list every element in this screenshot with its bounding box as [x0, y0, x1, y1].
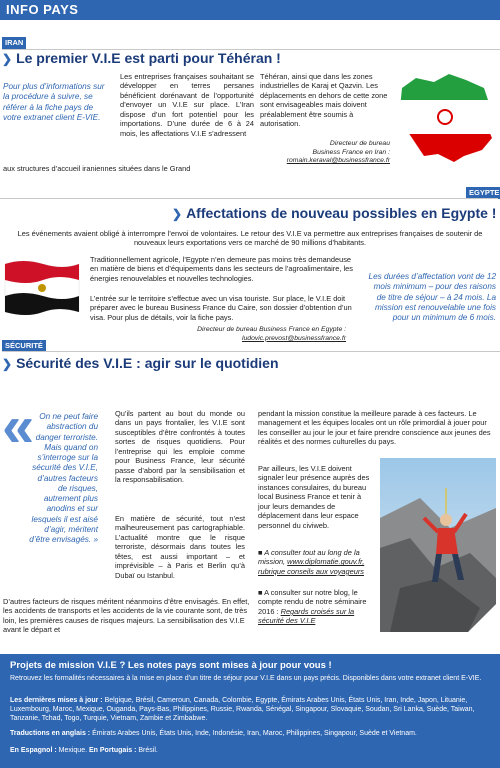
divider [2, 351, 500, 352]
egypt-sidebar: Les durées d’affectation vont de 12 mois minimum – pour des raisons de titre de séjour – à 24 mois. La mission est renouvelable une fois pour un minimum de 6 mois. [368, 272, 496, 322]
footer-updates: Les dernières mises à jour : Belgique, Brésil, Cameroun, Canada, Colombie, Egypte, Émirats Arabes Unis, États Unis, Iran, Inde, Japon, Lituanie, Luxembourg, Maroc, Mexique, Ouganda, Pays-Bas, Philippines, Russie, Rwanda, Sénégal, Singapour, Slovaquie, Soudan, Sri Lanka, Suède, Taiwan, Tanzanie, Tchad, Togo, Turquie, Vietnam, Zambie et Zimbabwe. [10, 697, 475, 723]
iran-sidebar: Pour plus d’informations sur la procédure à suivre, se référer à la fiche pays de votre extranet client E-VIE. [3, 82, 105, 122]
quote-mark-icon: « [2, 394, 35, 459]
iran-col2: Téhéran, ainsi que dans les zones industrielles de Karaj et Qazvin. Les déplacements en dehors de cette zone sont envisageables mais doivent préalablement être soumis à autorisation. [260, 72, 388, 129]
iran-col1: Les entreprises françaises souhaitant se développer en terres persanes bénéficient dorénavant de l’opportunité d’envoyer un V.I.E sur place. L’Iran dispose d’un fort potentiel pour les importations. D’une durée de 6 à 24 mois, les affectations V.I.E s’adressent [120, 72, 254, 138]
footer-english: Traductions en anglais : Émirats Arabes Unis, États Unis, Inde, Indonésie, Iran, Maroc, Philippines, Singapour, Suède et Vietnam. [10, 730, 417, 737]
footer-box [0, 654, 500, 768]
iran-tag: IRAN [2, 37, 26, 49]
egypt-p1: Traditionnellement agricole, l’Egypte n’en demeure pas moins très demandeuse en matière de biens et d’équipements dans les secteurs de l’agroalimentaire, les énergies renouvelables et nouvelles technologies. [90, 255, 353, 283]
security-title: ❯ Sécurité des V.I.E : agir sur le quotidien [2, 355, 279, 371]
iran-title: ❯ Le premier V.I.E est parti pour Téhéran ! [2, 50, 281, 66]
iran-email-link[interactable]: romain.keraval@businessfrance.fr [286, 157, 390, 165]
climber-photo [380, 458, 496, 632]
divider [0, 198, 498, 199]
egypt-intro: Les événements avaient obligé à interrompre l’envoi de volontaires. Le retour des V.I.E va permettre aux entreprises françaises de soutenir de nouveaux leurs exportations vers ce marché de 90 millions d’habitants. [17, 229, 483, 248]
security-tag: SÉCURITÉ [2, 340, 46, 352]
iran-map-flag-icon [394, 66, 496, 168]
security-bullet-2: ■ A consulter sur notre blog, le compte rendu de notre séminaire 2016 : Regards croisés sur la sécurité des V.I.E [258, 588, 367, 626]
arrow-icon: ❯ [2, 357, 13, 371]
iran-signature: Directeur de bureau Business France en Iran : romain.keraval@businessfrance.fr [262, 140, 390, 166]
egypt-email-link[interactable]: ludovic.prevost@businessfrance.fr [242, 334, 346, 342]
security-col1: Qu’ils partent au bout du monde ou dans un pays frontalier, les V.I.E sont susceptibles d’être confrontés à toutes sortes de risques quotidiens. Pour l’entreprise qui les emploie comme pour Business France, leur sécurité passe d’abord par la sensibilisation et la responsabilisation. [115, 409, 245, 485]
arrow-icon: ❯ [2, 52, 13, 66]
page-header-title: INFO PAYS [6, 2, 79, 17]
egypt-p2: L’entrée sur le territoire s’effectue avec un visa touriste. Sur place, le V.I.E doit préparer avec le bureau Business France du Caire, son dossier d’obtention d’un visa. Pour plus de détails, voir la fiche pays. [90, 294, 352, 322]
security-col2b: Par ailleurs, les V.I.E doivent signaler leur présence auprès des instances consulaires, du bureau local Business France et tenir à jour leurs demandes de déplacement dans leur espace personnel du civiweb. [258, 464, 370, 530]
security-col2: pendant la mission constitue la meilleure parade à ces facteurs. Le management et les équipes locales ont un rôle primordial à jouer pour les conseiller au jour le jour et faire prendre conscience aux jeunes des réalités et des normes culturelles du pays. [258, 409, 491, 447]
egypt-flag-icon [3, 256, 81, 316]
footer-other-languages: En Espagnol : Mexique. En Portugais : Brésil. [10, 747, 158, 754]
iran-col1-cont: aux structures d’accueil iraniennes situées dans le Grand [3, 164, 191, 173]
egypt-title: ❯ Affectations de nouveau possibles en Egypte ! [172, 205, 497, 221]
arrow-icon: ❯ [172, 207, 183, 221]
security-bullet-1: ■ A consulter tout au long de la mission, www.diplomatie.gouv.fr, rubrique conseils aux voyageurs [258, 548, 365, 576]
security-quote: On ne peut faire abstraction du danger terroriste. Mais quand on s’interroge sur la sécurité des V.I.E, d’autres facteurs de risques, autrement plus anodins et sur lesquels il est aisé d’agir, méritent d’être envisagés. » [29, 412, 98, 544]
egypt-signature: Directeur de bureau Business France en Egypte : ludovic.prevost@businessfrance.fr [140, 326, 346, 343]
diplomatie-link[interactable]: www.diplomatie.gouv.fr, rubrique conseils aux voyageurs [258, 557, 365, 576]
footer-heading: Projets de mission V.I.E ? Les notes pays sont mises à jour pour vous ! [10, 660, 332, 671]
egypt-tag: EGYPTE [466, 187, 500, 199]
security-col1b: En matière de sécurité, tout n’est malheureusement pas cartographiable. L’actualité montre que le risque terroriste, désormais dans toutes les têtes, est aussi important – et imprévisible – à Paris et Berlin qu’à Dubaï ou Istanbul. [115, 514, 245, 580]
blog-link[interactable]: Regards croisés sur la sécurité des V.I.E [258, 606, 355, 626]
footer-intro: Retrouvez les formalités nécessaires à la mise en place d’un titre de séjour pour V.I.E dans un pays précis. Disponibles dans votre extranet client E-VIE. [10, 675, 482, 682]
page-header [0, 0, 500, 20]
security-continued: D’autres facteurs de risques méritent néanmoins d’être envisagés. En effet, les accidents de transports et les accidents de la vie courante sont, de très loin, les premières causes de risques majeurs. La sensibilisation des V.I.E avant le départ et [3, 597, 250, 635]
